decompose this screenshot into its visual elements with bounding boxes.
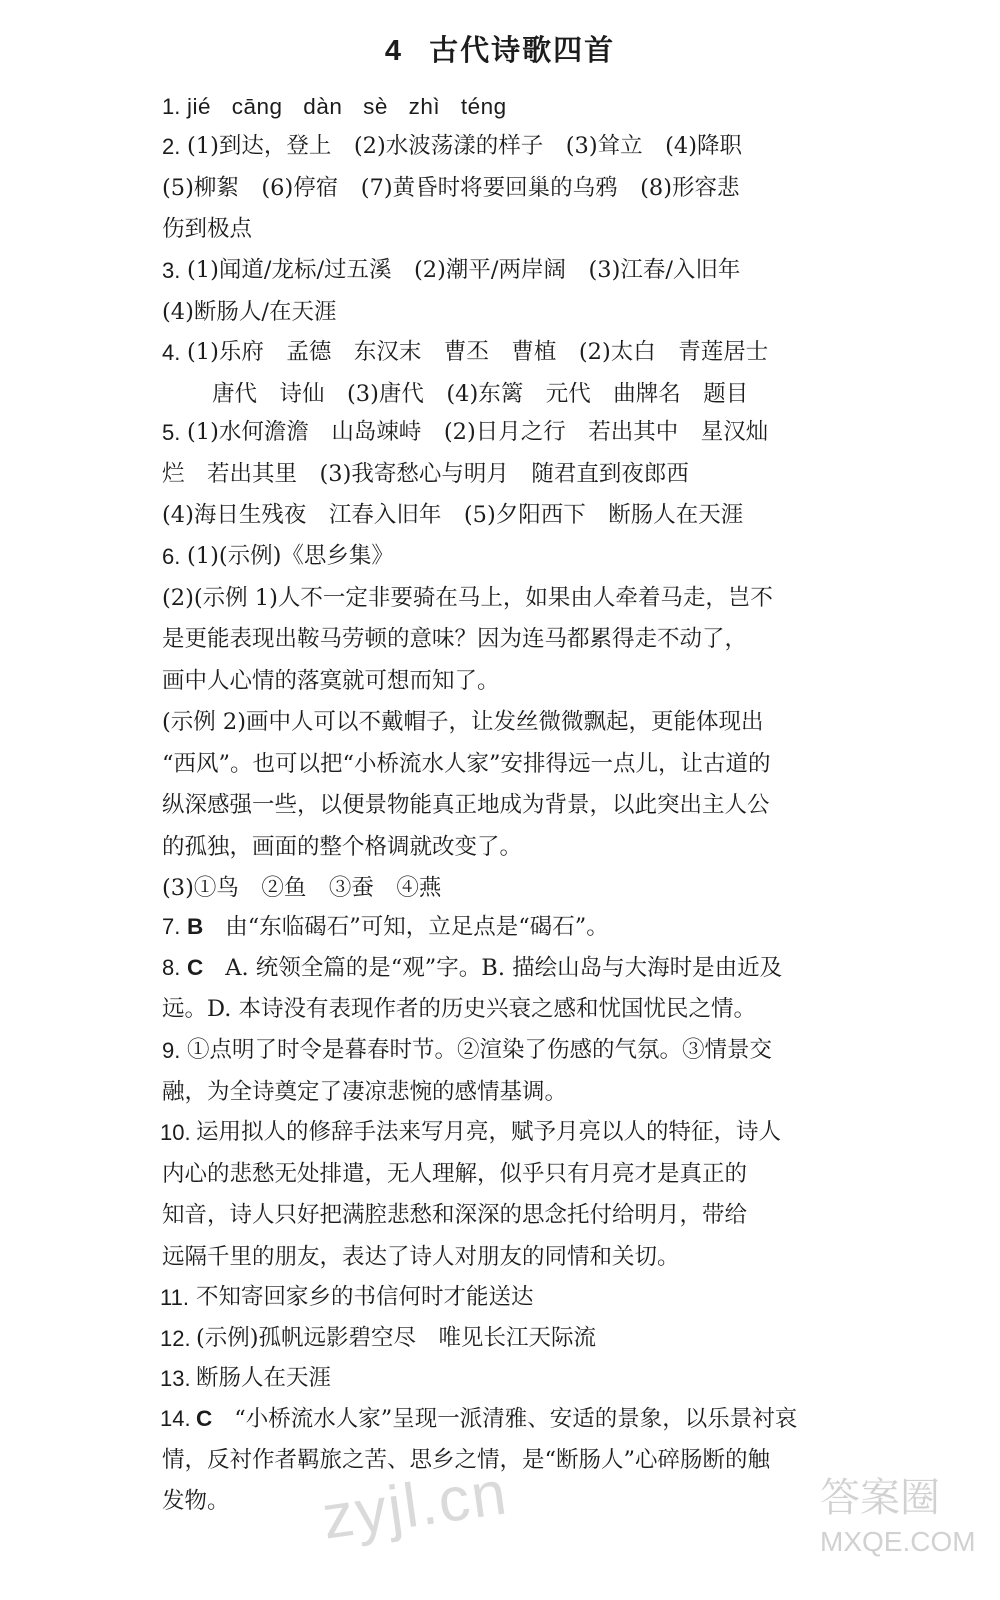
item-number: 13. — [160, 1366, 191, 1391]
answer-text: 远隔千里的朋友，表达了诗人对朋友的同情和关切。 — [162, 1243, 680, 1270]
lesson-number: 4 — [384, 35, 404, 67]
answer-line — [162, 661, 830, 703]
answer-text: A. 统领全篇的是“观”字。B. 描绘山岛与大海时是由近及 — [225, 955, 783, 981]
answer-text: 情，反衬作者羁旅之苦、思乡之情，是“断肠人”心碎肠断的触 — [162, 1446, 771, 1473]
choice-answer: C — [196, 1406, 213, 1431]
answer-line — [162, 868, 830, 910]
answer-line — [162, 1358, 830, 1400]
answer-line — [162, 578, 830, 620]
answer-text: (示例 2)画中人可以不戴帽子，让发丝微微飘起，更能体现出 — [162, 709, 764, 735]
answer-text: 伤到极点 — [162, 216, 253, 242]
answer-text: 运用拟人的修辞手法来写月亮，赋予月亮以人的特征，诗人 — [196, 1119, 782, 1145]
answer-line — [162, 785, 830, 827]
answer-item — [162, 86, 830, 128]
item-number: 3. — [162, 258, 181, 283]
answer-text: “小桥流水人家”呈现一派清雅、安适的景象，以乐景衬哀 — [234, 1406, 798, 1432]
answer-line — [162, 86, 830, 128]
choice-answer: B — [187, 914, 204, 939]
answer-line — [162, 1277, 830, 1319]
item-number: 5. — [162, 420, 181, 445]
item-number: 12. — [160, 1326, 191, 1351]
page-title — [0, 30, 1000, 71]
item-number: 9. — [162, 1038, 181, 1063]
answer-line — [162, 947, 830, 989]
answer-text: jié cāng dàn sè zhì téng — [187, 94, 507, 119]
answer-text: 烂 若出其里 (3)我寄愁心与明月 随君直到夜郎西 — [162, 460, 689, 487]
answer-text: 断肠人在天涯 — [196, 1365, 332, 1391]
answer-item — [162, 332, 830, 415]
answer-item — [162, 250, 830, 333]
answer-text: 是更能表现出鞍马劳顿的意味？因为连马都累得走不动了， — [162, 626, 748, 652]
answer-line — [162, 1030, 830, 1072]
answer-text: 内心的悲愁无处排遣，无人理解，似乎只有月亮才是真正的 — [162, 1160, 748, 1187]
answer-line — [162, 495, 830, 537]
answer-line — [162, 827, 830, 869]
answer-item — [162, 1277, 830, 1319]
answer-line — [162, 536, 830, 578]
answer-line — [162, 619, 830, 661]
answer-text: (1)(示例)《思乡集》 — [187, 543, 394, 569]
answer-line — [162, 1237, 830, 1279]
answer-text: 融，为全诗奠定了凄凉悲惋的感情基调。 — [162, 1078, 568, 1105]
answer-line — [162, 989, 830, 1031]
answer-text: (1)闻道/龙标/过五溪 (2)潮平/两岸阔 (3)江春/入旧年 — [187, 257, 741, 283]
answer-item — [162, 1112, 830, 1278]
answer-item — [162, 1358, 830, 1400]
item-number: 10. — [160, 1120, 191, 1145]
answer-line — [162, 906, 830, 948]
answer-text: (1)水何澹澹 山岛竦峙 (2)日月之行 若出其中 星汉灿 — [187, 419, 769, 445]
answer-line — [162, 412, 830, 454]
answer-line — [162, 744, 830, 786]
answer-item — [162, 536, 830, 910]
item-number: 14. — [160, 1406, 191, 1431]
lesson-title: 古代诗歌四首 — [429, 33, 616, 67]
answer-text: 知音，诗人只好把满腔悲愁和深深的思念托付给明月，带给 — [162, 1202, 748, 1228]
item-number: 4. — [162, 340, 181, 365]
item-number: 2. — [162, 134, 181, 159]
answer-text: (3)①鸟 ②鱼 ③蚕 ④燕 — [162, 875, 442, 901]
answer-item — [162, 947, 830, 1030]
answer-line — [162, 702, 830, 744]
answer-text: 画中人心情的落寞就可想而知了。 — [162, 667, 500, 694]
answer-item — [162, 1030, 830, 1113]
answer-text: 远。D. 本诗没有表现作者的历史兴衰之感和忧国忧民之情。 — [162, 995, 757, 1022]
answer-line — [162, 126, 830, 168]
answer-text: 纵深感强一些，以便景物能真正地成为背景，以此突出主人公 — [162, 792, 770, 818]
answer-item — [162, 412, 830, 537]
answer-text: (4)海日生残夜 江春入旧年 (5)夕阳西下 断肠人在天涯 — [162, 502, 744, 528]
watermark-mxqe-logo — [820, 1470, 990, 1580]
watermark-mxqe-cn: 答案圈 — [820, 1475, 940, 1521]
watermark-zyjl: zyjl.cn — [318, 1458, 513, 1553]
answer-line — [162, 1318, 830, 1360]
answer-line — [162, 332, 830, 374]
item-number: 6. — [162, 544, 181, 569]
answer-text: (5)柳絮 (6)停宿 (7)黄昏时将要回巢的乌鸦 (8)形容悲 — [162, 174, 740, 201]
answer-line — [162, 1195, 830, 1237]
answer-text: (4)断肠人/在天涯 — [162, 298, 337, 325]
answer-text: (2)(示例 1)人不一定非要骑在马上，如果由人牵着马走，岂不 — [162, 584, 773, 611]
answer-line — [162, 454, 830, 496]
answer-line — [162, 374, 830, 416]
answer-text: (1)到达，登上 (2)水波荡漾的样子 (3)耸立 (4)降职 — [187, 133, 742, 159]
answer-line — [162, 250, 830, 292]
answer-line — [162, 168, 830, 210]
choice-answer: C — [187, 955, 204, 980]
answer-item — [162, 906, 830, 948]
answer-text: 发物。 — [162, 1488, 230, 1514]
answer-line — [162, 209, 830, 251]
answer-text: (示例)孤帆远影碧空尽 唯见长江天际流 — [196, 1325, 597, 1351]
answer-item — [162, 126, 830, 251]
answer-line — [162, 1112, 830, 1154]
answer-line — [162, 292, 830, 334]
item-number: 11. — [160, 1285, 189, 1310]
watermark-mxqe-en: MXQE.COM — [820, 1526, 976, 1557]
answer-line — [162, 1072, 830, 1114]
answer-text: (1)乐府 孟德 东汉末 曹丕 曹植 (2)太白 青莲居士 — [187, 339, 769, 365]
answer-text: “西风”。也可以把“小桥流水人家”安排得远一点儿，让古道的 — [162, 750, 771, 777]
answer-line — [162, 1154, 830, 1196]
answer-text: 不知寄回家乡的书信何时才能送达 — [196, 1284, 534, 1310]
answer-item — [162, 1318, 830, 1360]
answer-text: 由“东临碣石”可知，立足点是“碣石”。 — [225, 914, 609, 940]
answer-text: ①点明了时令是暮春时节。②渲染了伤感的气氛。③情景交 — [187, 1037, 773, 1063]
item-number: 8. — [162, 955, 181, 980]
answer-line — [162, 1398, 830, 1440]
item-number: 7. — [162, 914, 181, 939]
answer-text: 的孤独，画面的整个格调就改变了。 — [162, 833, 523, 860]
answer-text: 唐代 诗仙 (3)唐代 (4)东篱 元代 曲牌名 题目 — [212, 380, 749, 407]
item-number: 1. — [162, 94, 181, 119]
